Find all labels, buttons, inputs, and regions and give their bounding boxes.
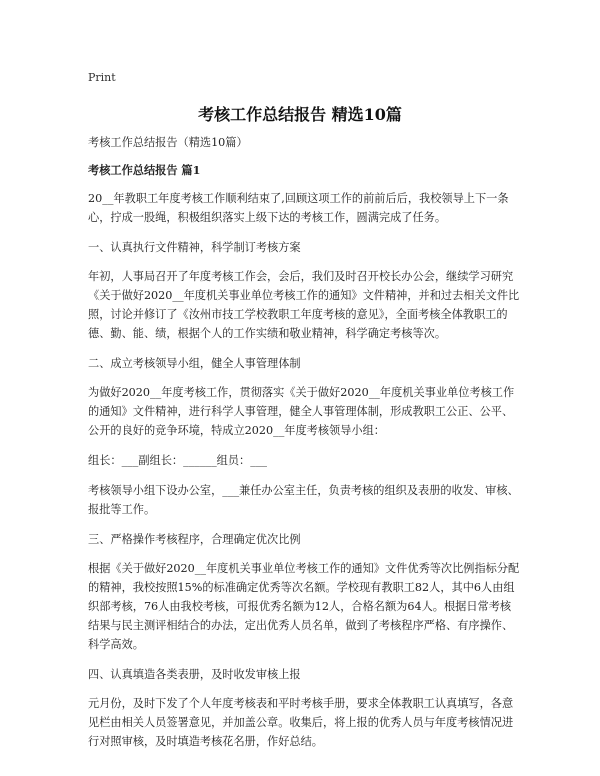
print-link[interactable]: Print (88, 71, 116, 84)
heading-1: 一、认真执行文件精神，科学制订考核方案 (88, 241, 301, 254)
paragraph-3: 考核领导小组下设办公室，___兼任办公室主任，负责考核的组织及表册的收发、审核、报批等工作。 (88, 484, 519, 516)
paragraph-1: 年初，人事局召开了年度考核工作会，会后，我们及时召开校长办公会，继续学习研究《关于做好2020__年度机关事业单位考核工作的通知》文件精神，并和过去相关文件比照，讨论并修订了《汝州市技工学校教职工年度考核的意见》，全面考核全体教职工的德、勤、能、绩，根据个人的工作实绩和敬业精神，科学确定考核等次。 (88, 270, 520, 340)
heading-3: 三、严格操作考核程序，合理确定优次比例 (88, 533, 301, 546)
paragraph-4: 根据《关于做好2020__年度机关事业单位考核工作的通知》文件优秀等次比例指标分配的精神，我校按照15%的标准确定优秀等次名额。学校现有教职工82人，其中6人由组织部考核，76人由我校考核，可报优秀名额为12人，合格名额为64人。根据日常考核结果与民主测评相结合的办法，定出优秀人员名单，做到了考核程序严格、有序操作、科学高效。 (88, 562, 520, 651)
heading-2: 二、成立考核领导小组，健全人事管理体制 (88, 357, 301, 370)
page-title: 考核工作总结报告 精选10篇 (198, 105, 402, 124)
paragraph-5: 元月份，及时下发了个人年度考核表和平时考核手册，要求全体教职工认真填写，各意见栏由相关人员签署意见，并加盖公章。收集后，将上报的优秀人员与年度考核情况进行对照审核，及时填造考核花名册，作好总结。 (88, 697, 514, 748)
document-body (88, 133, 520, 762)
section-title: 考核工作总结报告 篇1 (88, 163, 201, 177)
document-subtitle: 考核工作总结报告（精选10篇） (88, 136, 248, 149)
intro-paragraph: 20__年教职工年度考核工作顺利结束了,回顾这项工作的前前后后，我校领导上下一条心，拧成一股绳，积极组织落实上级下达的考核工作，圆满完成了任务。 (88, 192, 509, 224)
members-line: 组长：___副组长：______组员：___ (88, 454, 268, 467)
heading-4: 四、认真填造各类表册，及时收发审核上报 (88, 668, 301, 681)
paragraph-2: 为做好2020__年度考核工作，贯彻落实《关于做好2020__年度机关事业单位考核工作的通知》文件精神，进行科学人事管理，健全人事管理体制，形成教职工公正、公平、公开的良好的竞争环境，特成立2020__年度考核领导小组： (88, 386, 515, 437)
